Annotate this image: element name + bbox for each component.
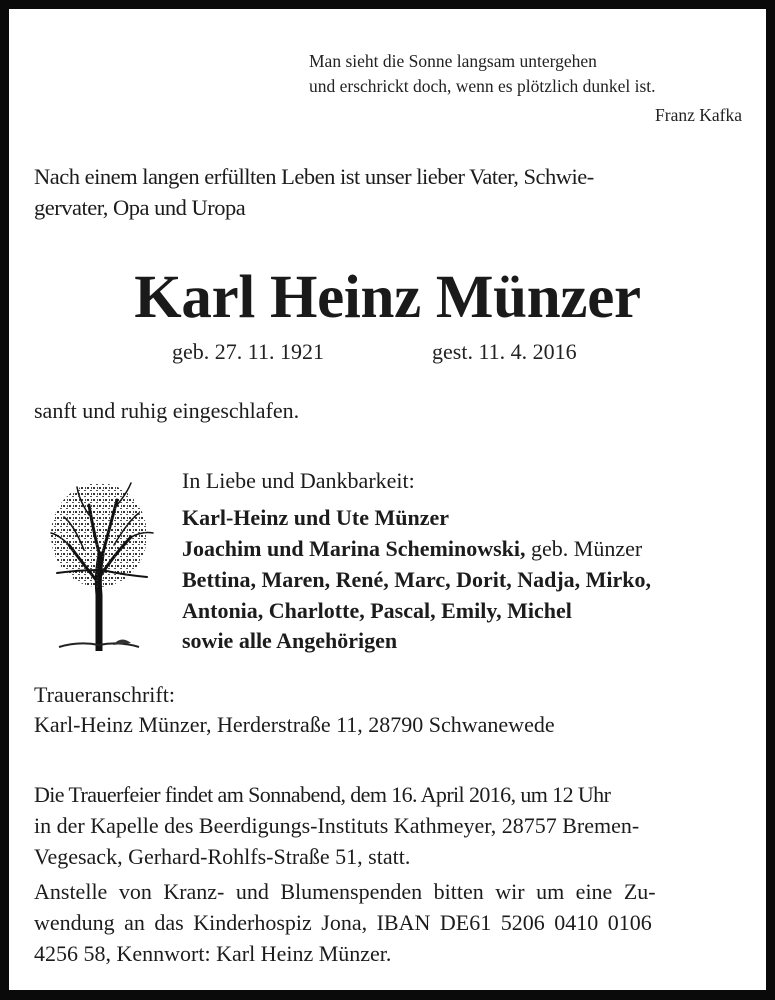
mourner-names: sowie alle Angehörigen xyxy=(182,628,398,653)
quote-line-1: Man sieht die Sonne langsam untergehen xyxy=(309,51,597,71)
mourner-line xyxy=(182,564,651,595)
donation-line-2: wendung an das Kinderhospiz Jona, IBAN DE61 5206 0410 0106 xyxy=(34,910,652,935)
mourner-line xyxy=(182,533,642,564)
birth-date: geb. 27. 11. 1921 xyxy=(172,339,324,364)
mourner-names: Karl-Heinz und Ute Münzer xyxy=(182,505,450,530)
death-date: gest. 11. 4. 2016 xyxy=(432,339,577,364)
donation-line-1: Anstelle von Kranz- und Blumenspenden bitten wir um eine Zu- xyxy=(34,879,656,904)
tree-illustration-icon xyxy=(39,475,163,651)
quote-line-2: und erschrickt doch, wenn es plötzlich dunkel ist. xyxy=(309,76,656,96)
mourner-names: Bettina, Maren, René, Marc, Dorit, Nadja, Mirko, xyxy=(182,567,652,592)
intro-line-2: gervater, Opa und Uropa xyxy=(34,195,246,220)
quote-author: Franz Kafka xyxy=(655,105,742,125)
mourners-heading: In Liebe und Dankbarkeit: xyxy=(182,468,415,493)
mourner-note: geb. Münzer xyxy=(525,536,643,561)
intro-line-1: Nach einem langen erfüllten Leben ist unser lieber Vater, Schwie- xyxy=(34,164,594,189)
service-line-2: in der Kapelle des Beerdigungs-Instituts Kathmeyer, 28757 Bremen- xyxy=(34,813,640,838)
mourning-address: Karl-Heinz Münzer, Herderstraße 11, 28790 Schwanewede xyxy=(34,712,555,737)
donation-line-3: 4256 58, Kennwort: Karl Heinz Münzer. xyxy=(34,941,392,966)
mourner-line xyxy=(182,625,397,656)
mourner-line xyxy=(182,502,449,533)
mourner-names: Antonia, Charlotte, Pascal, Emily, Michel xyxy=(182,598,572,623)
service-line-1: Die Trauerfeier findet am Sonnabend, dem 16. April 2016, um 12 Uhr xyxy=(34,782,611,807)
mourner-line xyxy=(182,595,572,626)
mourning-address-label: Traueranschrift: xyxy=(34,682,175,707)
deceased-name: Karl Heinz Münzer xyxy=(134,264,641,331)
passing-text: sanft und ruhig eingeschlafen. xyxy=(34,398,300,423)
mourner-names: Joachim und Marina Scheminowski, xyxy=(182,536,526,561)
service-line-3: Vegesack, Gerhard-Rohlfs-Straße 51, statt. xyxy=(34,844,411,869)
